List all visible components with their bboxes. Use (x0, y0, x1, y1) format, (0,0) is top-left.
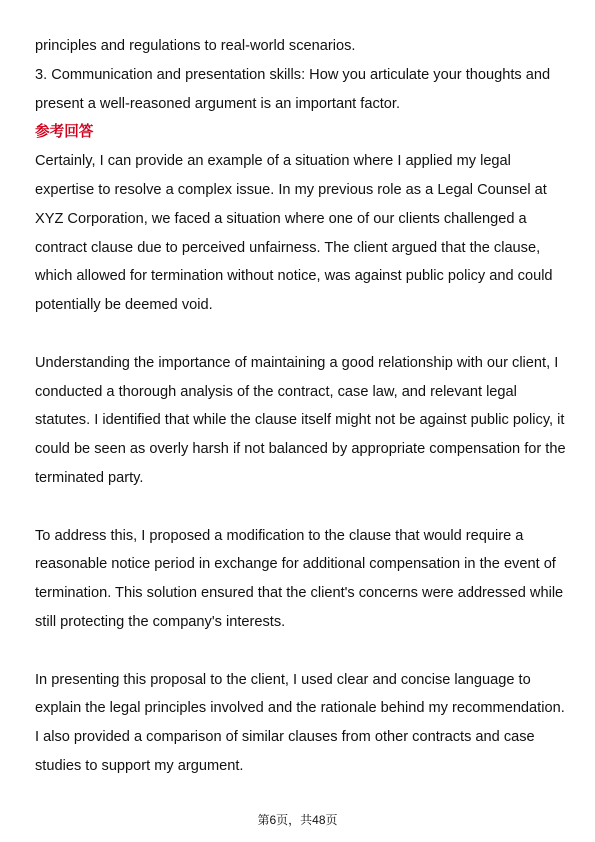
section-heading: 参考回答 (35, 124, 94, 141)
paragraph-spacer (35, 493, 565, 522)
text-line: could be seen as overly harsh if not balanced by appropriate compensation for the (35, 441, 566, 458)
text-line: terminated party. (35, 469, 144, 486)
paragraph-2 (35, 349, 565, 493)
paragraph-spacer (35, 637, 565, 666)
text-line: termination. This solution ensured that the client's concerns were addressed while (35, 585, 564, 602)
text-line: Understanding the importance of maintaining a good relationship with our client, I (35, 354, 559, 371)
text-line: still protecting the company's interests. (35, 613, 286, 630)
text-line: which allowed for termination without notice, was against public policy and could (35, 268, 553, 285)
paragraph-3 (35, 522, 565, 637)
document-body (35, 32, 565, 781)
text-line: 3. Communication and presentation skills: How you articulate your thoughts and (35, 66, 551, 83)
text-line: reasonable notice period in exchange for additional compensation in the event of (35, 556, 556, 573)
text-line: principles and regulations to real-world scenarios. (35, 38, 356, 54)
page-number-footer: 第6页，共48页 (257, 813, 338, 827)
paragraph-spacer (35, 320, 565, 349)
text-line: To address this, I proposed a modification to the clause that would require a (35, 527, 524, 544)
text-line: expertise to resolve a complex issue. In my previous role as a Legal Counsel at (35, 181, 547, 198)
text-line: potentially be deemed void. (35, 297, 213, 314)
text-line: explain the legal principles involved and the rationale behind my recommendation. (35, 700, 565, 717)
text-line: Certainly, I can provide an example of a situation where I applied my legal (35, 153, 511, 170)
paragraph-4 (35, 666, 565, 781)
text-line: studies to support my argument. (35, 757, 244, 774)
text-line: XYZ Corporation, we faced a situation where one of our clients challenged a (35, 210, 527, 227)
text-line: present a well-reasoned argument is an important factor. (35, 95, 401, 112)
text-line: I also provided a comparison of similar clauses from other contracts and case (35, 729, 535, 746)
text-line: conducted a thorough analysis of the contract, case law, and relevant legal (35, 383, 517, 400)
text-line: statutes. I identified that while the clause itself might not be against public policy, it (35, 412, 565, 429)
paragraph-1 (35, 147, 565, 320)
text-line: In presenting this proposal to the client, I used clear and concise language to (35, 671, 531, 688)
text-line: contract clause due to perceived unfairness. The client argued that the clause, (35, 239, 541, 256)
